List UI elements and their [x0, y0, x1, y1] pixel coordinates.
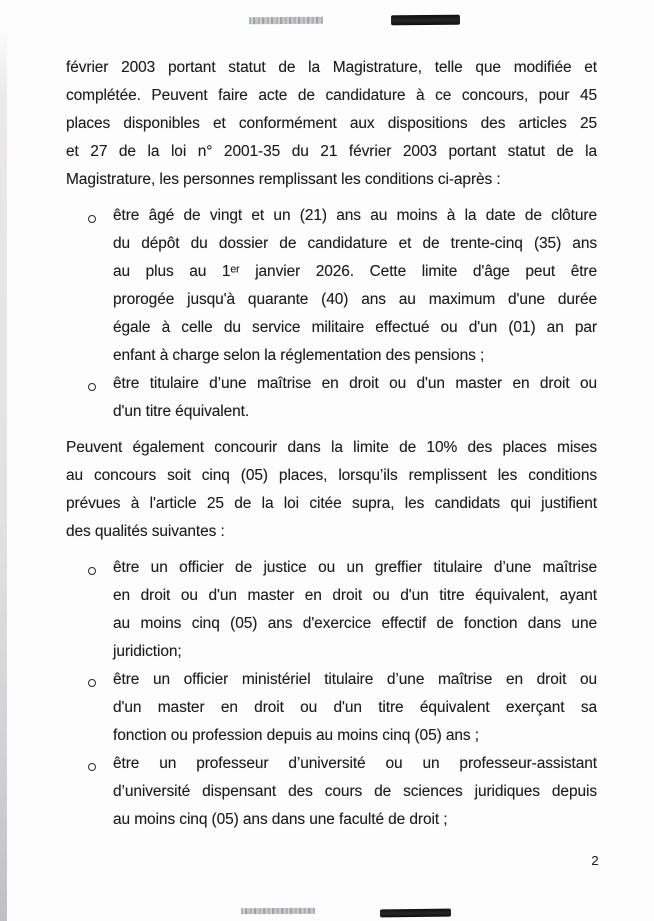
text-line: du dépôt du dossier de candidature et de trente-cinq (35) ans	[113, 235, 597, 252]
text-line: d’université dispensant des cours de sciences juridiques depuis	[113, 783, 597, 800]
text-line: être un officier ministériel titulaire d’une maîtrise en droit ou	[113, 671, 597, 688]
text-line: prévues à l'article 25 de la loi citée supra, les candidats qui justifient	[66, 495, 597, 512]
text-line: des qualités suivantes :	[66, 523, 225, 540]
circle-bullet-icon	[88, 215, 96, 223]
scan-smudge-bottom-black	[380, 909, 451, 918]
list-item-text	[113, 750, 597, 834]
text-line: Magistrature, les personnes remplissant les conditions ci-après :	[66, 171, 501, 188]
bullet-marker	[66, 750, 113, 834]
bullet-list	[66, 554, 597, 834]
text-line: égale à celle du service militaire effectué ou d'un (01) an par	[113, 319, 597, 336]
text-line: places disponibles et conformément aux dispositions des articles 25	[66, 115, 597, 132]
circle-bullet-icon	[88, 567, 96, 575]
text-line: être âgé de vingt et un (21) ans au moins à la date de clôture	[113, 207, 597, 224]
circle-bullet-icon	[88, 679, 96, 687]
circle-bullet-icon	[88, 383, 96, 391]
bullet-marker	[66, 202, 113, 370]
text-line: fonction ou profession depuis au moins cinq (05) ans ;	[113, 727, 479, 744]
text-line: d'un titre équivalent.	[113, 403, 250, 420]
text-line: au plus au 1ᵉʳ janvier 2026. Cette limite d'âge peut être	[113, 263, 597, 280]
list-item-text	[113, 666, 597, 750]
bullet-marker	[66, 666, 113, 750]
scan-smudge-bottom-gray	[241, 908, 315, 914]
list-item-text	[113, 554, 597, 666]
paragraph	[66, 54, 597, 194]
scan-smudge-top-gray	[249, 17, 323, 25]
text-line: être un professeur d’université ou un professeur-assistant	[113, 755, 597, 772]
list-item-text	[113, 370, 597, 426]
list-item	[66, 554, 597, 666]
document-content	[66, 54, 597, 834]
text-line: et 27 de la loi n° 2001-35 du 21 février 2003 portant statut de la	[66, 143, 597, 160]
bullet-marker	[66, 370, 113, 426]
page-number: 2	[591, 853, 599, 868]
text-line: prorogée jusqu'à quarante (40) ans au maximum d'une durée	[113, 291, 597, 308]
scan-smudge-top-black	[391, 15, 460, 26]
scan-edge-shadow	[0, 26, 7, 921]
bullet-list	[66, 202, 597, 426]
text-line: complétée. Peuvent faire acte de candidature à ce concours, pour 45	[66, 87, 597, 104]
text-line: au moins cinq (05) ans d'exercice effectif de fonction dans une	[113, 615, 597, 632]
list-item	[66, 666, 597, 750]
text-line: Peuvent également concourir dans la limite de 10% des places mises	[66, 439, 597, 456]
paragraph	[66, 434, 597, 546]
text-line: être titulaire d’une maîtrise en droit ou d'un master en droit ou	[113, 375, 597, 392]
text-line: février 2003 portant statut de la Magistrature, telle que modifiée et	[66, 59, 597, 76]
list-item	[66, 750, 597, 834]
text-line: au concours soit cinq (05) places, lorsqu’ils remplissent les conditions	[66, 467, 597, 484]
list-item	[66, 370, 597, 426]
text-line: d'un master en droit ou d'un titre équivalent exerçant sa	[113, 699, 597, 716]
text-line: être un officier de justice ou un greffier titulaire d’une maîtrise	[113, 559, 597, 576]
list-item-text	[113, 202, 597, 370]
text-line: juridiction;	[113, 643, 182, 660]
text-line: enfant à charge selon la réglementation des pensions ;	[113, 347, 485, 364]
circle-bullet-icon	[88, 763, 96, 771]
bullet-marker	[66, 554, 113, 666]
list-item	[66, 202, 597, 370]
text-line: au moins cinq (05) ans dans une faculté de droit ;	[113, 811, 448, 828]
text-line: en droit ou d'un master en droit ou d'un titre équivalent, ayant	[113, 587, 597, 604]
